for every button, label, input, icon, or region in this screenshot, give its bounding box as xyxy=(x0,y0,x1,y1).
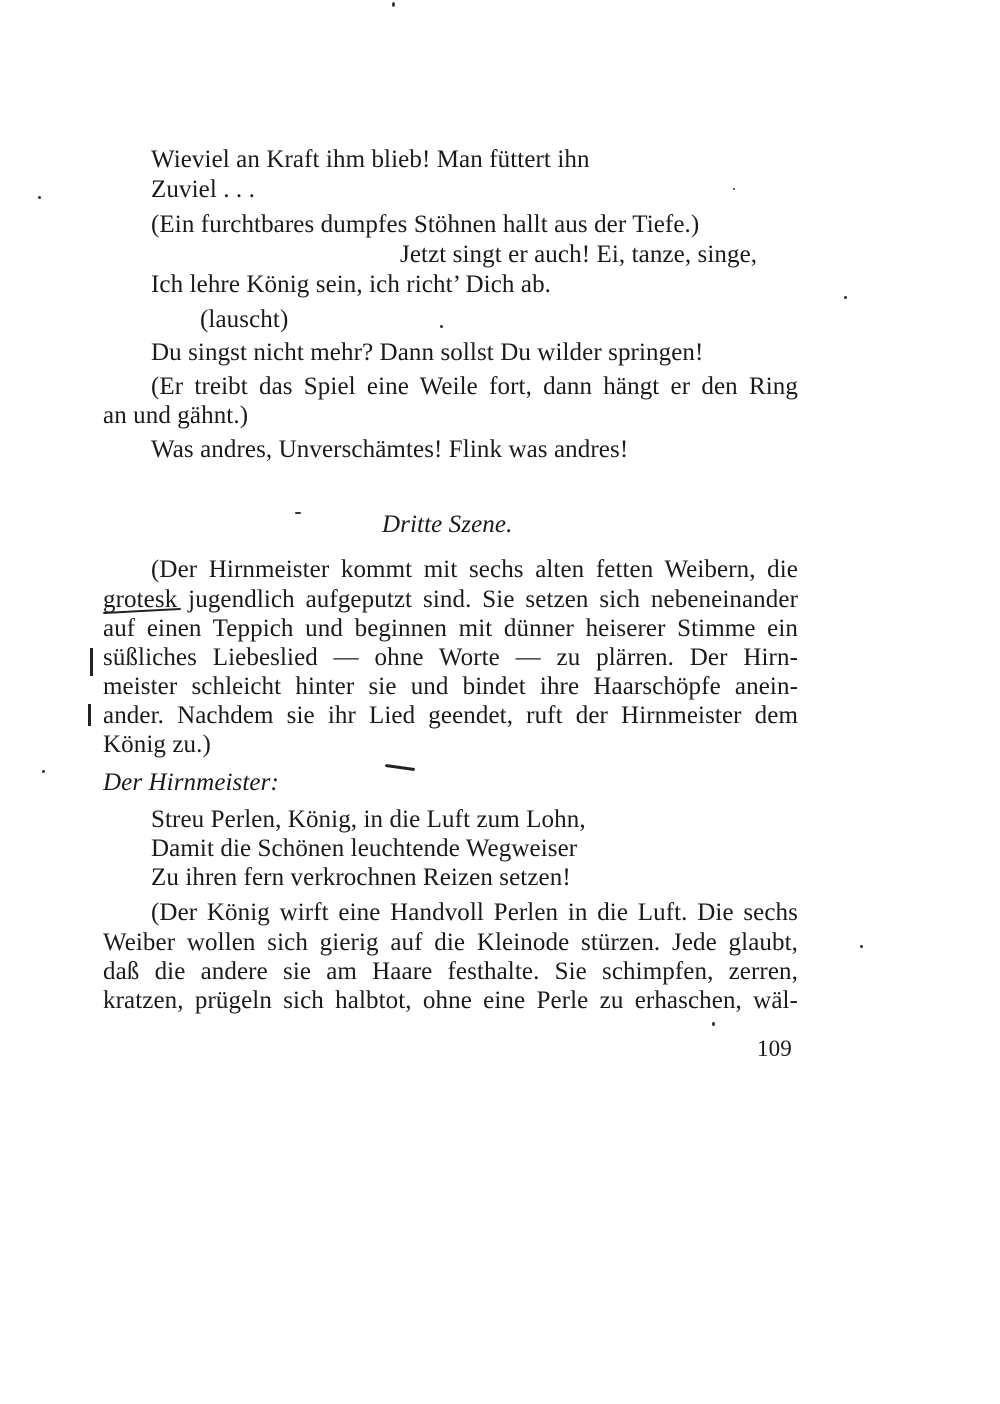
verse-line: Ich lehre König sein, ich richt’ Dich ab. xyxy=(151,271,552,298)
stage-direction: meister schleicht hinter sie und bindet ihre Haarschöpfe anein- xyxy=(103,673,798,700)
stage-direction: (Ein furchtbares dumpfes Stöhnen hallt aus der Tiefe.) xyxy=(151,211,700,238)
page-number: 109 xyxy=(757,1036,792,1061)
margin-mark xyxy=(88,704,91,726)
stage-direction: (Er treibt das Spiel eine Weile fort, dann hängt er den Ring xyxy=(151,373,798,400)
scan-speck xyxy=(440,325,443,328)
margin-mark xyxy=(90,648,93,676)
verse-line: Wieviel an Kraft ihm blieb! Man füttert ihn xyxy=(151,146,590,173)
scan-speck xyxy=(733,188,735,190)
scan-speck xyxy=(392,2,395,7)
scan-speck xyxy=(295,512,301,514)
speaker-name: Der Hirnmeister: xyxy=(103,769,279,796)
stage-direction: Weiber wollen sich gierig auf die Kleinode stürzen. Jede glaubt, xyxy=(103,929,798,956)
verse-line: Damit die Schönen leuchtende Wegweiser xyxy=(151,835,578,862)
verse-line: Zuviel . . . xyxy=(151,176,255,203)
scan-speck xyxy=(42,770,45,773)
verse-line: Jetzt singt er auch! Ei, tanze, singe, xyxy=(400,241,758,268)
stage-direction: an und gähnt.) xyxy=(103,402,249,429)
verse-line: Du singst nicht mehr? Dann sollst Du wilder springen! xyxy=(151,339,704,366)
stage-direction: (Der Hirnmeister kommt mit sechs alten fetten Weibern, die xyxy=(151,556,798,583)
stage-direction: kratzen, prügeln sich halbtot, ohne eine Perle zu erhaschen, wäl- xyxy=(103,987,798,1014)
verse-line: Streu Perlen, König, in die Luft zum Lohn, xyxy=(151,806,586,833)
scan-speck xyxy=(844,296,847,299)
stage-direction: süßliches Liebeslied — ohne Worte — zu plärren. Der Hirn- xyxy=(103,644,798,671)
stage-direction: grotesk jugendlich aufgeputzt sind. Sie setzen sich nebeneinander xyxy=(103,586,798,613)
stage-direction: auf einen Teppich und beginnen mit dünner heiserer Stimme ein xyxy=(103,615,798,642)
scene-heading: Dritte Szene. xyxy=(382,511,513,538)
verse-line: Zu ihren fern verkrochnen Reizen setzen! xyxy=(151,864,571,891)
stage-direction: (lauscht) xyxy=(200,306,289,333)
verse-line: Was andres, Unverschämtes! Flink was andres! xyxy=(151,436,629,463)
scan-speck xyxy=(712,1022,715,1026)
stage-direction: daß die andere sie am Haare festhalte. Sie schimpfen, zerren, xyxy=(103,958,798,985)
stage-direction: ander. Nachdem sie ihr Lied geendet, ruft der Hirnmeister dem xyxy=(103,702,798,729)
pencil-mark xyxy=(385,764,415,771)
stage-direction: (Der König wirft eine Handvoll Perlen in die Luft. Die sechs xyxy=(151,899,798,926)
scan-speck xyxy=(38,196,41,199)
stage-direction: König zu.) xyxy=(103,731,211,758)
scan-speck xyxy=(860,945,863,948)
